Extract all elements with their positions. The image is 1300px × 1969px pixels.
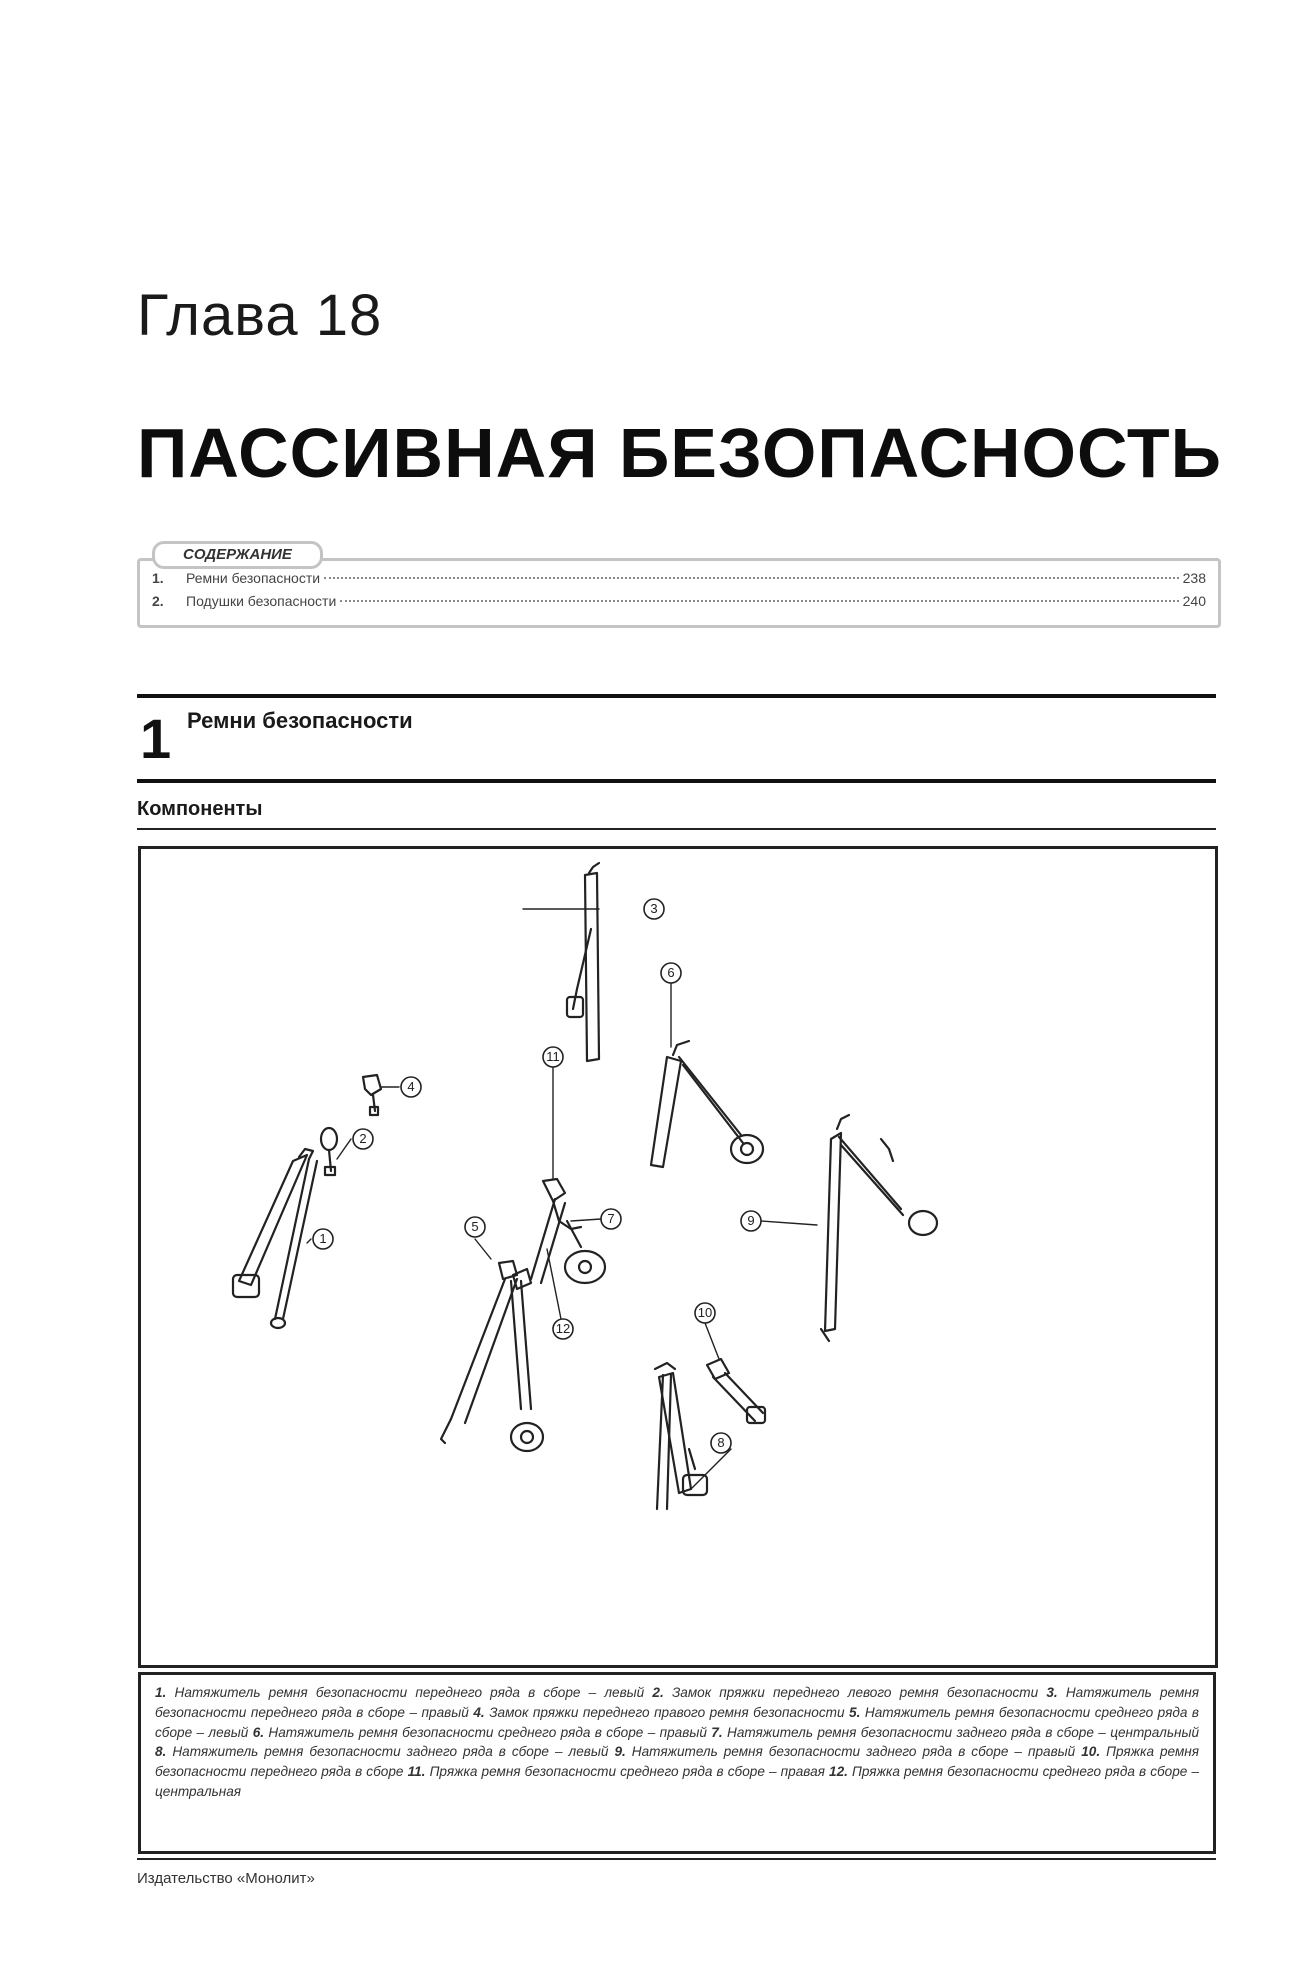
svg-text:9: 9 <box>747 1213 755 1228</box>
svg-text:5: 5 <box>471 1219 479 1234</box>
callout-8 <box>711 1433 731 1453</box>
section-bottom-rule <box>137 779 1216 783</box>
callout-2 <box>353 1129 373 1149</box>
seatbelt-retractor-9 <box>821 1115 937 1341</box>
svg-text:12: 12 <box>555 1321 571 1336</box>
svg-text:6: 6 <box>667 965 675 980</box>
callout-4 <box>401 1077 421 1097</box>
svg-text:8: 8 <box>717 1435 725 1450</box>
callout-7 <box>601 1209 621 1229</box>
callout-3 <box>644 899 664 919</box>
seatbelt-retractor-3 <box>567 863 599 1061</box>
svg-text:7: 7 <box>607 1211 615 1226</box>
buckle-10 <box>707 1359 765 1423</box>
svg-text:2: 2 <box>359 1131 367 1146</box>
seatbelt-retractor-5 <box>441 1261 543 1451</box>
svg-text:1: 1 <box>319 1231 327 1246</box>
contents-item[interactable] <box>152 593 1206 615</box>
svg-text:11: 11 <box>546 1049 560 1064</box>
contents-item-page: 240 <box>1182 593 1206 609</box>
svg-text:4: 4 <box>407 1079 415 1094</box>
contents-label: СОДЕРЖАНИЕ <box>152 541 323 569</box>
svg-text:10: 10 <box>697 1305 713 1320</box>
contents-leader-dots <box>324 577 1179 579</box>
contents-item-text: Подушки безопасности <box>186 593 337 609</box>
callout-11 <box>543 1047 563 1067</box>
subsection-title: Компоненты <box>137 798 263 820</box>
page-title: ПАССИВНАЯ БЕЗОПАСНОСТЬ <box>137 414 1222 492</box>
subsection-rule <box>137 828 1216 830</box>
callout-5 <box>465 1217 485 1237</box>
svg-text:3: 3 <box>650 901 658 916</box>
callout-12 <box>553 1319 573 1339</box>
seatbelt-retractor-8 <box>655 1363 707 1509</box>
buckle-2 <box>321 1128 337 1175</box>
seatbelt-retractor-7 <box>513 1179 605 1289</box>
contents-item[interactable] <box>152 570 1206 592</box>
buckle-4 <box>363 1075 381 1115</box>
seatbelt-retractor-6 <box>651 1041 763 1167</box>
footer-rule <box>137 1858 1216 1860</box>
contents-leader-dots <box>340 600 1178 602</box>
callout-1 <box>313 1229 333 1249</box>
callout-10 <box>695 1303 715 1323</box>
publisher-footer: Издательство «Монолит» <box>137 1870 315 1887</box>
callout-6 <box>661 963 681 983</box>
contents-item-number: 2. <box>152 593 164 609</box>
figure-caption: 1. Натяжитель ремня безопасности переднего ряда в сборе – левый 2. Замок пряжки переднего левого ремня безопасности 3. Натяжитель ремня безопасности переднего ряда в сборе – правый 4. Замок пряжки переднего правого ремня безопасности 5. Натяжитель ремня безопасности среднего ряда в сборе – левый 6. Натяжитель ремня безопасности среднего ряда в сборе – правый 7. Натяжитель ремня безопасности заднего ряда в сборе – центральный 8. Натяжитель ремня безопасности заднего ряда в сборе – левый 9. Натяжитель ремня безопасности заднего ряда в сборе – правый 10. Пряжка ремня безопасности переднего ряда в сборе 11. Пряжка ремня безопасности среднего ряда в сборе – правая 12. Пряжка ремня безопасности среднего ряда в сборе – центральная <box>138 1672 1216 1854</box>
chapter-heading: Глава 18 <box>137 283 383 348</box>
contents-item-page: 238 <box>1182 570 1206 586</box>
seatbelt-retractor-1 <box>233 1149 317 1328</box>
seat-belt-diagram <box>141 849 1215 1665</box>
section-top-rule <box>137 694 1216 698</box>
section-number: 1 <box>140 707 172 770</box>
contents-item-text: Ремни безопасности <box>186 570 321 586</box>
contents-item-number: 1. <box>152 570 164 586</box>
section-title: Ремни безопасности <box>187 708 413 733</box>
callout-9 <box>741 1211 761 1231</box>
seat-belt-components-figure <box>138 846 1218 1668</box>
